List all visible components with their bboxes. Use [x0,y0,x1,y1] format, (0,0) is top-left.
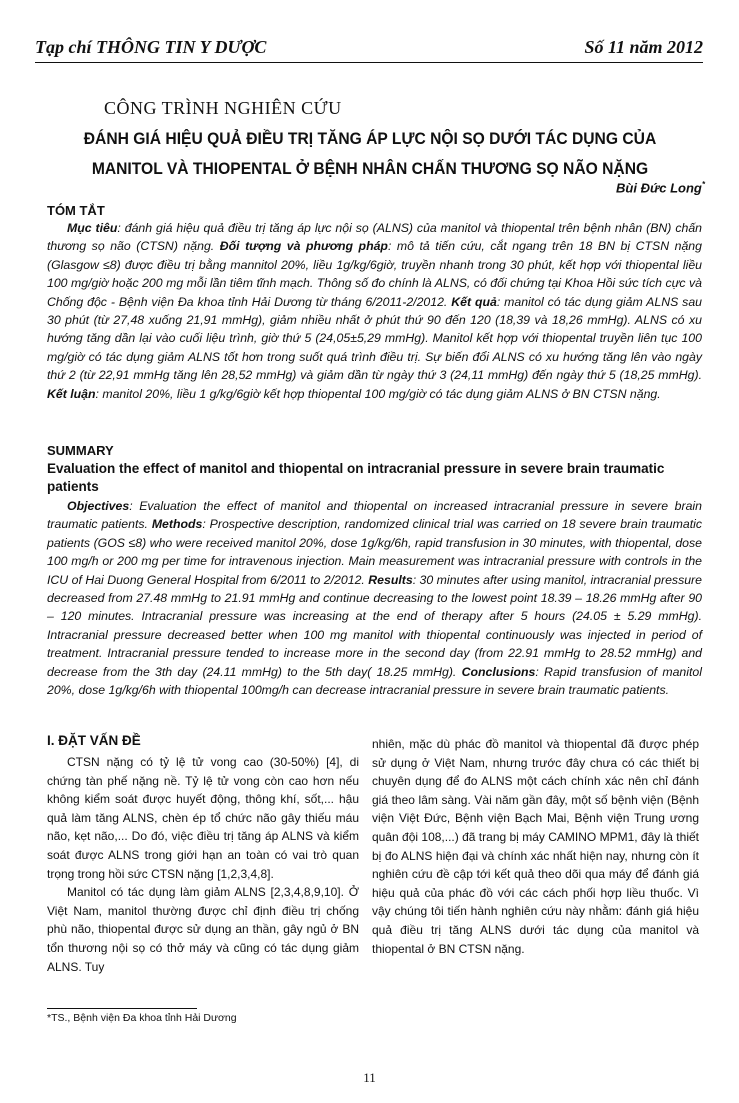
tom-tat-heading: TÓM TẮT [47,203,105,218]
journal-header [35,34,703,60]
ket-qua-label: Kết quả [451,294,497,309]
header-rule [35,62,703,63]
objectives-label: Objectives [67,499,130,513]
methods-text: : Prospective description, randomized clinical trial was carried on 18 severe brain traumatic patients (GOS ≤8) who were received manitol 20%, dose 1g/kg/6h, rapid transfusion in 30 minutes, with thiopental, dose 100 mg/h or 200 mg per time for intravenous injection. Main measurement was intracranial pressure with controls in the ICU of Hai Duong General Hospital from 6/2011 to 2/2012. [47,517,702,587]
results-label: Results [368,572,413,587]
title-line-1: ĐÁNH GIÁ HIỆU QUẢ ĐIỀU TRỊ TĂNG ÁP LỰC NỘI SỌ DƯỚI TÁC DỤNG CỦA [83,129,657,148]
journal-name: Tạp chí THÔNG TIN Y DƯỢC [35,37,267,57]
paragraph-2: Manitol có tác dụng làm giảm ALNS [2,3,4,8,9,10]. Ở Việt Nam, manitol thường được chỉ định điều trị chống phù não, thiopental được sử dụng an thần, gây ngủ ở BN tổn thương nội sọ có thở máy và cũng có tác dụng giảm ALNS. Tuy [47,885,359,974]
conclusions-text: : Rapid transfusion of manitol 20%, dose 1g/kg/6h with thiopental 100mg/h can decrease intracranial pressure in severe brain traumatic patients. [47,664,702,698]
article-title [66,124,673,184]
ket-qua-text: : manitol có tác dụng giảm ALNS sau 30 phút (từ 27,48 xuống 21,91 mmHg), giảm nhiều nhất ở phút thứ 90 đến 120 (18,39 và 18,26 mmHg). ALNS có xu hướng tăng dần lại vào cuối liệu trình, giờ thứ 5 (24,05±5,29 mmHg). Manitol kết hợp với thiopental truyền liên tục 100 mg/giờ có tác dụng giảm ALNS tốt hơn trong suốt quá trình điều trị. Sự biến đổi ALNS có xu hướng tăng lên vào ngày thứ 2 (từ 22,91 mmHg tăng lên 28,52 mmHg) và giảm dần từ ngày thứ 3 (24,11 mmHg) đến ngày thứ 5 (18,25 mmHg). [47,294,703,383]
title-line-2: MANITOL VÀ THIOPENTAL Ở BỆNH NHÂN CHẤN THƯƠNG SỌ NÃO NẶNG [91,159,649,178]
section-label: CÔNG TRÌNH NGHIÊN CỨU [104,98,342,118]
footnote-rule [47,1008,197,1009]
muc-tieu-text: : đánh giá hiệu quả điều trị tăng áp lực nội sọ (ALNS) của manitol và thiopental trên bệnh nhân (BN) chấn thương sọ não (CTSN) nặng. [47,221,702,254]
summary-heading: SUMMARY [47,443,114,458]
author-footnote-mark: * [701,180,705,189]
section-1-heading: I. ĐẶT VẤN ĐỀ [47,733,141,748]
issue-number: Số 11 năm 2012 [584,37,703,57]
paragraph-3: nhiên, mặc dù phác đồ manitol và thiopental đã được phép sử dụng ở Việt Nam, nhưng trước đây chưa có các thiết bị chuyên dụng để đo ALNS một cách chính xác nên chỉ đánh giá theo lâm sàng. Vài năm gần đây, một số bệnh viện (Bệnh viện Việt Đức, Bệnh viện Bạch Mai, Bệnh viện Trung ương quân đội 108,...) đã trang bị máy CAMINO MPM1, đây là thiết bị đo ALNS hiện đại và chính xác nhất hiện nay, nhưng còn ít nghiên cứu đề cập tới kết quả theo dõi qua máy để đánh giá hiệu quả của phác đồ với các cách phối hợp liều thuốc. Vì vậy chúng tôi tiến hành nghiên cứu này nhằm: đánh giá hiệu quả điều trị tăng ALNS dưới tác dụng của manitol và thiopental ở BN CTSN nặng. [372,737,699,956]
footnote: *TS., Bệnh viện Đa khoa tỉnh Hải Dương [47,1012,237,1024]
ket-luan-text: : manitol 20%, liều 1 g/kg/6giờ kết hợp thiopental 100 mg/giờ có tác dụng giảm ALNS ở BN CTSN nặng. [95,386,661,401]
objectives-text: : Evaluation the effect of manitol and thiopental on increased intracranial pressure in severe brain traumatic patients. [47,499,702,532]
paragraph-1: CTSN nặng có tỷ lệ tử vong cao (30-50%) [4], di chứng tàn phế nặng nề. Tỷ lệ tử vong còn cao hơn nếu không kiểm soát được huyết động, thông khí, sốt,... hậu quả làm tăng ALNS, chèn ép tổ chức não gây thiếu máu não, kẹt não,... Do đó, việc điều trị tăng áp ALNS và kiểm soát được ALNS trong giới hạn an toàn có vai trò quan trọng trong hồi sức CTSN nặng [1,2,3,4,8]. [47,755,359,881]
ket-luan-label: Kết luận [47,386,96,401]
conclusions-label: Conclusions [461,664,536,679]
tom-tat-body [47,219,702,403]
left-column [47,753,359,976]
doi-tuong-text: : mô tả tiến cứu, cắt ngang trên 18 BN bị CTSN nặng (Glasgow ≤8) được điều trị bằng mannitol 20%, liều 1g/kg/6giờ, truyền nhanh trong 30 phút, kết hợp với thiopental liều 100 mg/giờ hoặc 200 mg mỗi lần tiêm tĩnh mạch. Thông số đo chính là ALNS, có đối chứng tại Khoa Hồi sức tích cực và Chống độc - Bệnh viện Đa khoa tỉnh Hải Dương từ tháng 6/2011-2/2012. [47,239,702,309]
right-column [372,735,699,958]
author [616,180,705,195]
doi-tuong-label: Đối tượng và phương pháp [219,239,388,254]
page-number: 11 [363,1070,376,1085]
muc-tieu-label: Mục tiêu [67,221,118,235]
methods-label: Methods [151,517,203,532]
results-text: : 30 minutes after using manitol, intracranial pressure decreased from 27.48 mmHg to 21.91 mmHg and continue decreasing to the lowest point 18.39 – 18.26 mmHg after 90 – 120 minutes. Intracranial pressure was increasing at the end of therapy after 5 hours (24.05 ± 5.29 mmHg). Intracranial pressure decreased better when 100 mg manitol with thiopental continuously was injected in period of treatment. Intracranial pressure tended to increase more in the second day (from 22.91 mmHg to 28.52 mmHg) and decrease from the 3th day (24.11 mmHg) to the 5th day( 18.25 mmHg). [47,572,702,679]
author-name: Bùi Đức Long [616,180,702,196]
summary-title: Evaluation the effect of manitol and thiopental on intracranial pressure in severe brain traumatic patients [47,461,665,494]
summary-body [47,497,702,699]
